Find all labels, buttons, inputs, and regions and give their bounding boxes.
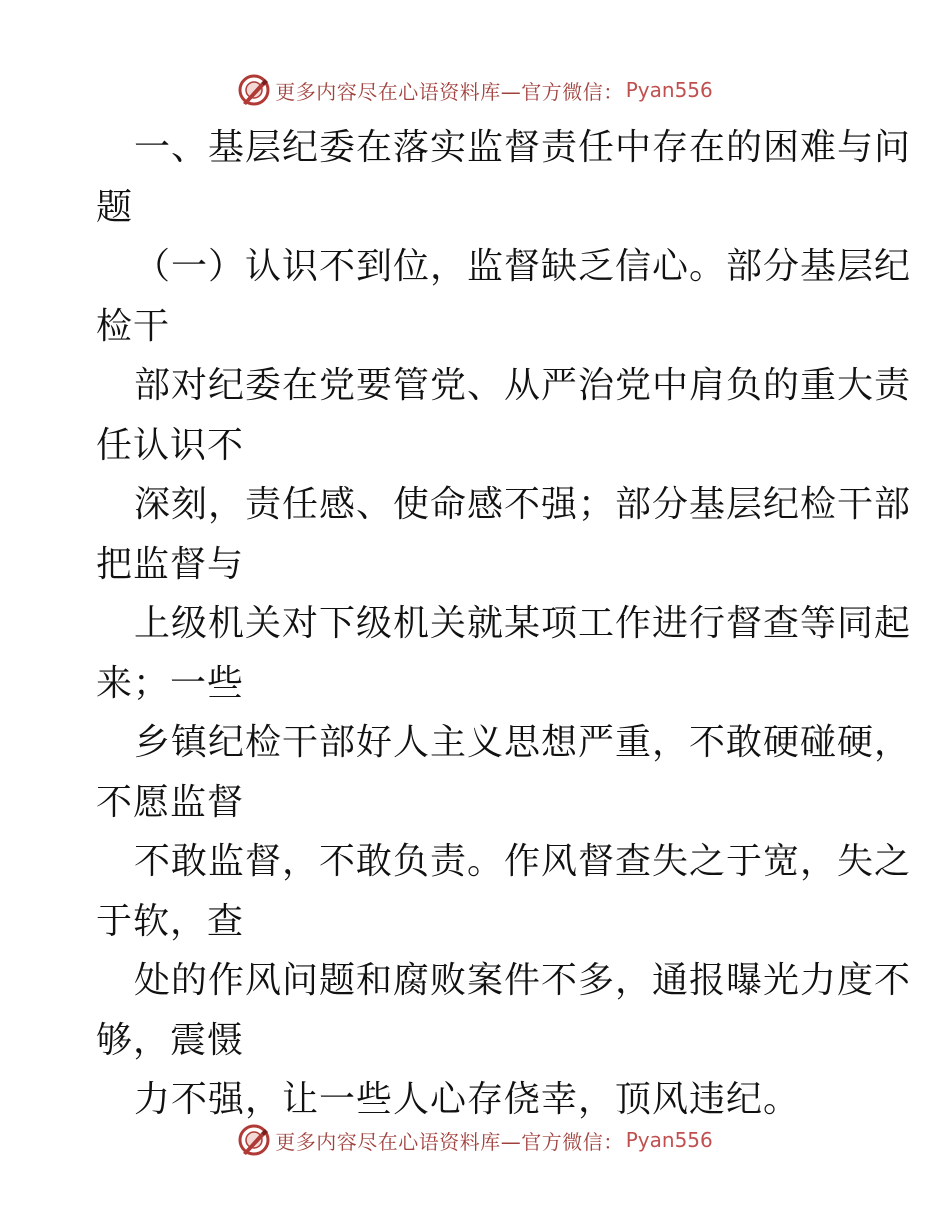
text-line: 够，震慑 <box>96 1019 245 1061</box>
pen-logo-icon <box>237 73 271 107</box>
text-line: 处的作风问题和腐败案件不多，通报曝光力度不 <box>134 960 912 1001</box>
watermark-text: 更多内容尽在心语资料库—官方微信： <box>275 79 624 104</box>
watermark-footer <box>0 1120 950 1160</box>
text-line: 上级机关对下级机关就某项工作进行督查等同起 <box>134 603 912 644</box>
text-line: 不愿监督 <box>96 781 245 823</box>
watermark-text: 更多内容尽在心语资料库—官方微信： <box>275 1129 624 1154</box>
text-line: 深刻，责任感、使命感不强；部分基层纪检干部 <box>134 484 912 525</box>
watermark-header <box>0 70 950 110</box>
watermark-wechat-id: Pyan556 <box>625 1128 713 1152</box>
pen-logo-icon <box>237 1123 271 1157</box>
text-line: 任认识不 <box>96 424 245 466</box>
text-line: 一、基层纪委在落实监督责任中存在的困难与问 <box>134 127 912 168</box>
watermark-wechat-id: Pyan556 <box>625 78 713 102</box>
text-line: 来；一些 <box>96 662 245 704</box>
text-line: （一）认识不到位，监督缺乏信心。部分基层纪 <box>134 246 912 287</box>
text-line: 题 <box>96 186 134 228</box>
document-body <box>96 118 912 1130</box>
text-line: 检干 <box>96 305 171 347</box>
text-line: 乡镇纪检干部好人主义思想严重，不敢硬碰硬， <box>134 722 912 763</box>
text-line: 力不强，让一些人心存侥幸，顶风违纪。 <box>134 1079 801 1120</box>
text-line: 于软，查 <box>96 900 245 942</box>
text-line: 不敢监督，不敢负责。作风督查失之于宽，失之 <box>134 841 912 882</box>
text-line: 部对纪委在党要管党、从严治党中肩负的重大责 <box>134 365 912 406</box>
text-line: 把监督与 <box>96 543 245 585</box>
